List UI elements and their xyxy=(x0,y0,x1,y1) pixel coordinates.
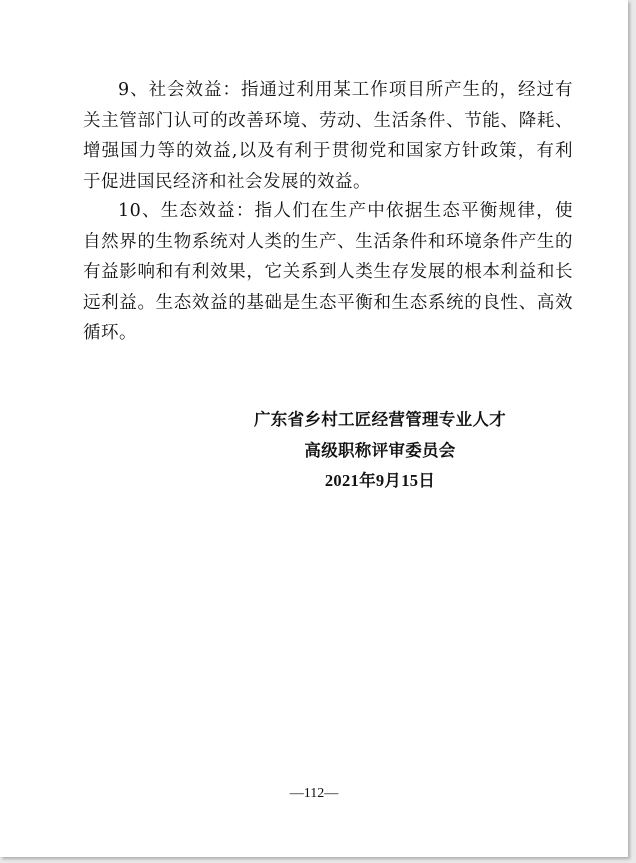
paragraph-social-benefit: 9、社会效益：指通过利用某工作项目所产生的，经过有关主管部门认可的改善环境、劳动、生活条件、节能、降耗、增强国力等的效益,以及有利于贯彻党和国家方针政策，有利于促进国民经济和社会发展的效益。 xyxy=(83,80,573,192)
page-number: —112— xyxy=(289,786,339,801)
signature-organization-line2: 高级职称评审委员会 xyxy=(304,441,456,460)
paragraph-ecological-benefit: 10、生态效益：指人们在生产中依据生态平衡规律，使自然界的生物系统对人类的生产、生活条件和环境条件产生的有益影响和有利效果，它关系到人类生存发展的根本利益和长远利益。生态效益的基础是生态平衡和生态系统的良性、高效循环。 xyxy=(83,201,573,343)
signature-organization-line1: 广东省乡村工匠经营管理专业人才 xyxy=(254,410,506,429)
signature-date: 2021年9月15日 xyxy=(324,471,436,490)
